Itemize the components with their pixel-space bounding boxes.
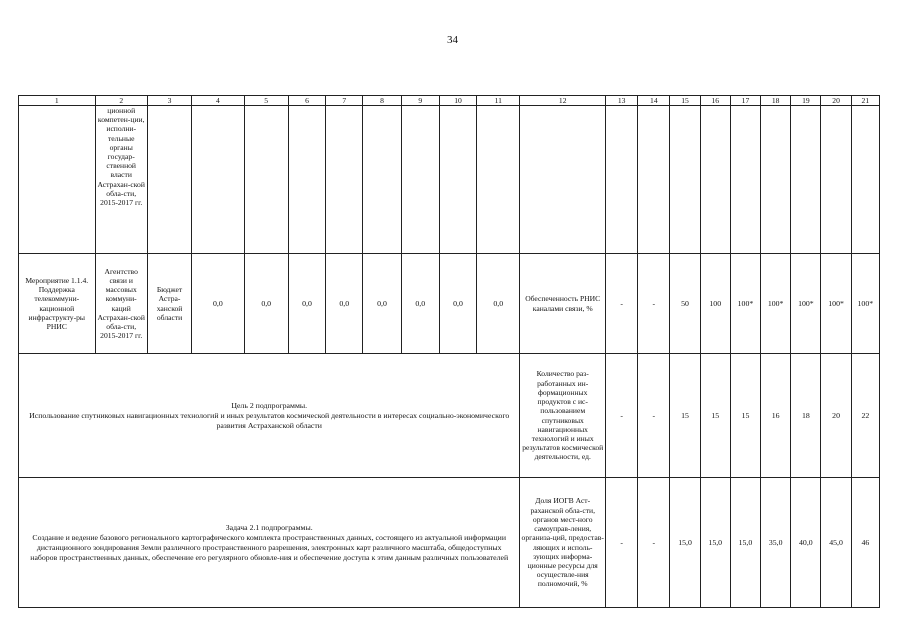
header-cell: 10 — [439, 96, 476, 106]
task-cell — [19, 478, 520, 608]
value-cell: 35,0 — [761, 478, 791, 608]
indicator-cell: Количество раз-работанных ин-формационных продуктов с ис-пользованием спутниковых навигационных технологий и иных результатов космической деятельности, ед. — [520, 354, 606, 478]
amount-cell: 0,0 — [439, 254, 476, 354]
header-cell: 1 — [19, 96, 96, 106]
header-cell: 21 — [851, 96, 879, 106]
value-cell: 100* — [791, 254, 821, 354]
value-cell: - — [606, 478, 638, 608]
value-cell: - — [638, 354, 670, 478]
header-cell: 16 — [700, 96, 730, 106]
header-cell: 13 — [606, 96, 638, 106]
value-cell: 15,0 — [700, 478, 730, 608]
value-cell: 15,0 — [670, 478, 700, 608]
header-cell: 14 — [638, 96, 670, 106]
task-row — [19, 478, 880, 608]
value-cell: 46 — [851, 478, 879, 608]
value-cell: 15,0 — [730, 478, 760, 608]
header-cell: 9 — [401, 96, 439, 106]
value-cell: 50 — [670, 254, 700, 354]
header-row — [19, 96, 880, 106]
executor-cell: ционной компетен-ции, исполни-тельные органы государ-ственной власти Астрахан-ской обла-сти, 2015-2017 гг. — [95, 106, 147, 254]
value-cell: 15 — [670, 354, 700, 478]
program-table — [18, 95, 880, 608]
header-cell: 4 — [192, 96, 244, 106]
header-cell: 17 — [730, 96, 760, 106]
goal-row — [19, 354, 880, 478]
continuation-row — [19, 106, 880, 254]
value-cell: 45,0 — [821, 478, 851, 608]
value-cell: - — [638, 478, 670, 608]
measure-name: Мероприятие 1.1.4. Поддержка телекоммуни-кационной инфраструкту-ры РНИС — [19, 254, 96, 354]
header-cell: 15 — [670, 96, 700, 106]
header-cell: 8 — [363, 96, 401, 106]
header-cell: 6 — [288, 96, 325, 106]
value-cell: 100 — [700, 254, 730, 354]
amount-cell: 0,0 — [288, 254, 325, 354]
amount-cell: 0,0 — [244, 254, 288, 354]
header-cell: 5 — [244, 96, 288, 106]
value-cell: 22 — [851, 354, 879, 478]
amount-cell: 0,0 — [326, 254, 363, 354]
value-cell: - — [638, 254, 670, 354]
measure-executor: Агентство связи и массовых коммуни-каций Астрахан-ской обла-сти, 2015-2017 гг. — [95, 254, 147, 354]
header-cell: 20 — [821, 96, 851, 106]
header-cell: 3 — [147, 96, 191, 106]
indicator-cell: Доля ИОГВ Аст-раханской обла-сти, органов мест-ного самоуправ-ления, организа-ций, предостав-ляющих и исполь-зующих информа-ционные ресурсы для осуществле-ния полномочий, % — [520, 478, 606, 608]
page-number: 34 — [447, 34, 458, 46]
value-cell: 100* — [851, 254, 879, 354]
amount-cell: 0,0 — [192, 254, 244, 354]
value-cell: 20 — [821, 354, 851, 478]
value-cell: 100* — [821, 254, 851, 354]
value-cell: 100* — [730, 254, 760, 354]
value-cell: - — [606, 254, 638, 354]
header-cell: 11 — [477, 96, 520, 106]
header-cell: 18 — [761, 96, 791, 106]
amount-cell: 0,0 — [401, 254, 439, 354]
header-cell: 19 — [791, 96, 821, 106]
task-text: Создание и ведение базового регионального картографического комплекта пространственных данных, состоящего из актуальной информации дистанционного зондирования Земли различного пространственного разрешения, электронных карт различного масштаба, общедоступных наборов пространственных данных, обеспечение его регулярного обновле-ния и обеспечение доступа к этим данным различных пользователей — [30, 532, 509, 562]
task-title: Задача 2.1 подпрограммы. — [225, 522, 313, 532]
goal-title: Цель 2 подпрограммы. — [231, 400, 308, 410]
amount-cell: 0,0 — [477, 254, 520, 354]
value-cell: 18 — [791, 354, 821, 478]
value-cell: - — [606, 354, 638, 478]
goal-cell — [19, 354, 520, 478]
value-cell: 15 — [730, 354, 760, 478]
value-cell: 15 — [700, 354, 730, 478]
value-cell: 40,0 — [791, 478, 821, 608]
amount-cell: 0,0 — [363, 254, 401, 354]
header-cell: 2 — [95, 96, 147, 106]
header-cell: 7 — [326, 96, 363, 106]
indicator-cell: Обеспеченность РНИС каналами связи, % — [520, 254, 606, 354]
measure-row — [19, 254, 880, 354]
value-cell: 16 — [761, 354, 791, 478]
funding-source: Бюджет Астра-ханской области — [147, 254, 191, 354]
header-cell: 12 — [520, 96, 606, 106]
value-cell: 100* — [761, 254, 791, 354]
goal-text: Использование спутниковых навигационных технологий и иных результатов космической деятельности в интересах социально-экономического развития Астраханской области — [29, 410, 510, 430]
